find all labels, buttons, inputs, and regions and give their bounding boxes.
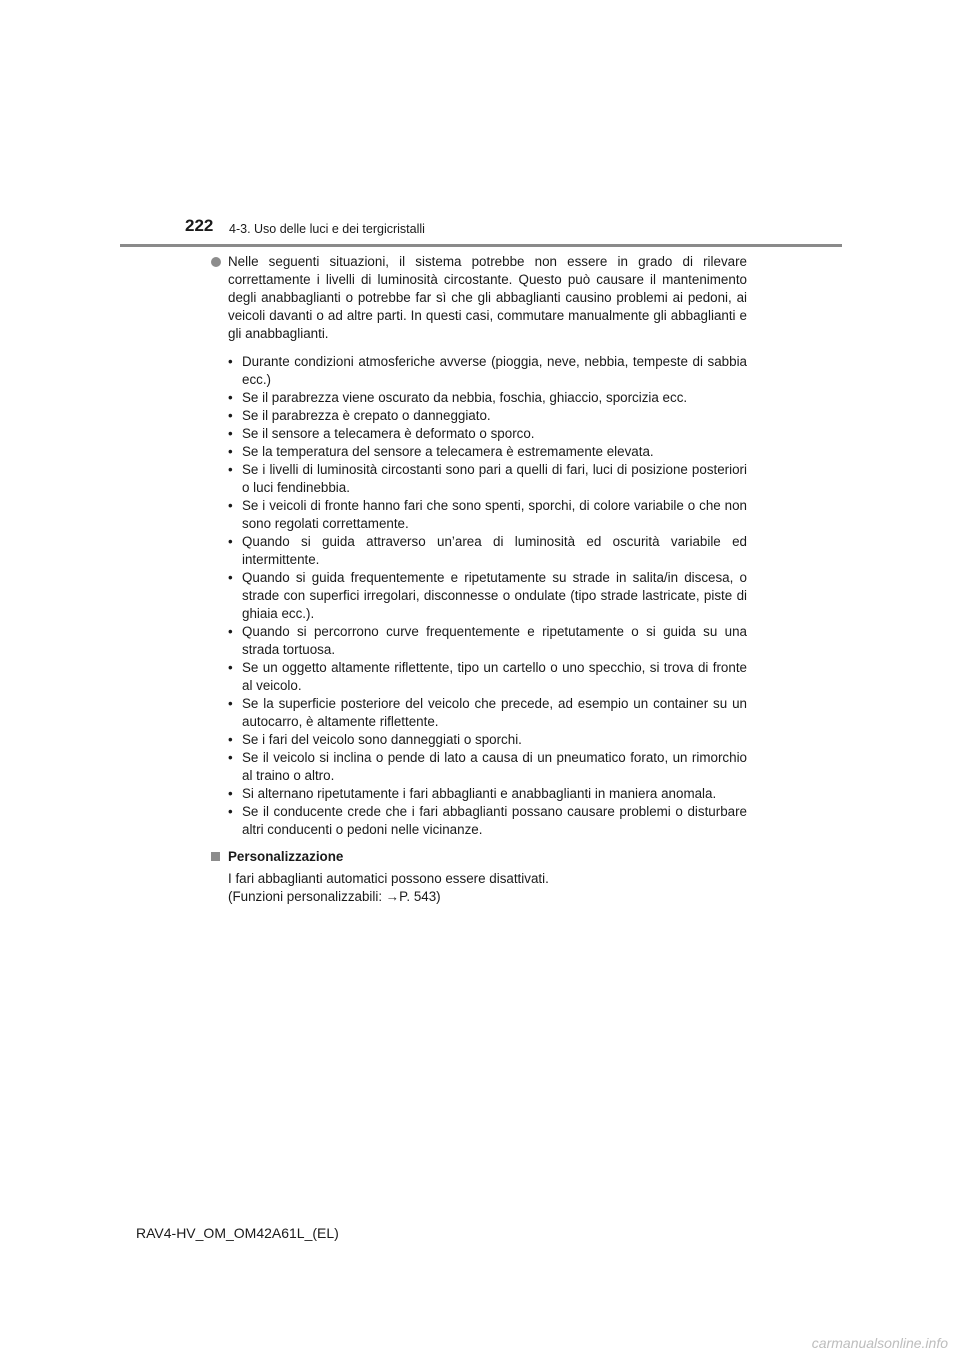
personalization-text (210, 870, 747, 906)
page-number: 222 (185, 216, 214, 235)
dot-bullet-icon: • (228, 426, 233, 441)
list-item: • Se un oggetto altamente riflettente, tipo un cartello o uno specchio, si trova di fronte al veicolo. (228, 660, 747, 693)
header-divider (120, 244, 842, 247)
dot-bullet-icon: • (228, 786, 233, 801)
main-content (210, 253, 747, 906)
dot-bullet-icon: • (228, 732, 233, 747)
dot-bullet-icon: • (228, 570, 233, 585)
page-header (0, 0, 960, 250)
dot-bullet-icon: • (228, 462, 233, 477)
list-item: • Quando si percorrono curve frequentemente e ripetutamente o si guida su una strada tortuosa. (228, 624, 747, 657)
list-item: • Se il parabrezza è crepato o danneggiato. (228, 408, 491, 423)
list-item: • Durante condizioni atmosferiche avverse (pioggia, neve, nebbia, tempeste di sabbia ecc.) (228, 354, 747, 387)
list-item: • Quando si guida attraverso un’area di luminosità ed oscurità variabile ed intermittente. (228, 534, 747, 567)
dot-bullet-icon: • (228, 696, 233, 711)
list-item: • Quando si guida frequentemente e ripetutamente su strade in salita/in discesa, o strade con superfici irregolari, disconnesse o ondulate (tipo strade lastricate, piste di ghiaia ecc.). (228, 570, 747, 621)
dot-bullet-icon: • (228, 390, 233, 405)
personalization-line: I fari abbaglianti automatici possono essere disattivati. (228, 871, 549, 886)
personalization-heading: Personalizzazione (210, 848, 747, 866)
list-item: • Se la temperatura del sensore a telecamera è estremamente elevata. (228, 444, 654, 459)
dot-bullet-icon: • (228, 660, 233, 675)
intro-text: Nelle seguenti situazioni, il sistema potrebbe non essere in grado di rilevare correttamente i livelli di luminosità circostante. Questo può causare il mantenimento degli anabbaglianti o potrebbe far sì che gli abbaglianti causino problemi ai pedoni, ai veicoli davanti o ad altre parti. In questi casi, commutare manualmente gli abbaglianti e gli anabbaglianti. (228, 254, 747, 341)
list-item: • Si alternano ripetutamente i fari abbaglianti e anabbaglianti in maniera anomala. (228, 786, 717, 801)
conditions-list (210, 353, 747, 839)
dot-bullet-icon: • (228, 408, 233, 423)
list-item: • Se la superficie posteriore del veicolo che precede, ad esempio un container su un autocarro, è altamente riflettente. (228, 696, 747, 729)
watermark: carmanualsonline.info (811, 1335, 948, 1351)
list-item: • Se i fari del veicolo sono danneggiati o sporchi. (228, 732, 522, 747)
personalization-reference: (Funzioni personalizzabili: →P. 543) (228, 889, 441, 904)
circle-bullet-icon (211, 257, 221, 267)
square-bullet-icon (211, 852, 220, 861)
list-item: • Se i veicoli di fronte hanno fari che sono spenti, sporchi, di colore variabile o che non sono regolati correttamente. (228, 498, 747, 531)
dot-bullet-icon: • (228, 750, 233, 765)
document-code: RAV4-HV_OM_OM42A61L_(EL) (136, 1225, 339, 1241)
list-item: • Se il parabrezza viene oscurato da nebbia, foschia, ghiaccio, sporcizia ecc. (228, 390, 688, 405)
section-title: 4-3. Uso delle luci e dei tergicristalli (229, 222, 425, 236)
dot-bullet-icon: • (228, 624, 233, 639)
list-item: • Se il sensore a telecamera è deformato o sporco. (228, 426, 535, 441)
dot-bullet-icon: • (228, 354, 233, 369)
intro-paragraph (210, 253, 747, 343)
list-item: • Se il conducente crede che i fari abbaglianti possano causare problemi o disturbare altri conducenti o pedoni nelle vicinanze. (228, 804, 747, 837)
list-item: • Se il veicolo si inclina o pende di lato a causa di un pneumatico forato, un rimorchio al traino o altro. (228, 750, 747, 783)
dot-bullet-icon: • (228, 534, 233, 549)
dot-bullet-icon: • (228, 444, 233, 459)
dot-bullet-icon: • (228, 498, 233, 513)
dot-bullet-icon: • (228, 804, 233, 819)
list-item: • Se i livelli di luminosità circostanti sono pari a quelli di fari, luci di posizione posteriori o luci fendinebbia. (228, 462, 747, 495)
